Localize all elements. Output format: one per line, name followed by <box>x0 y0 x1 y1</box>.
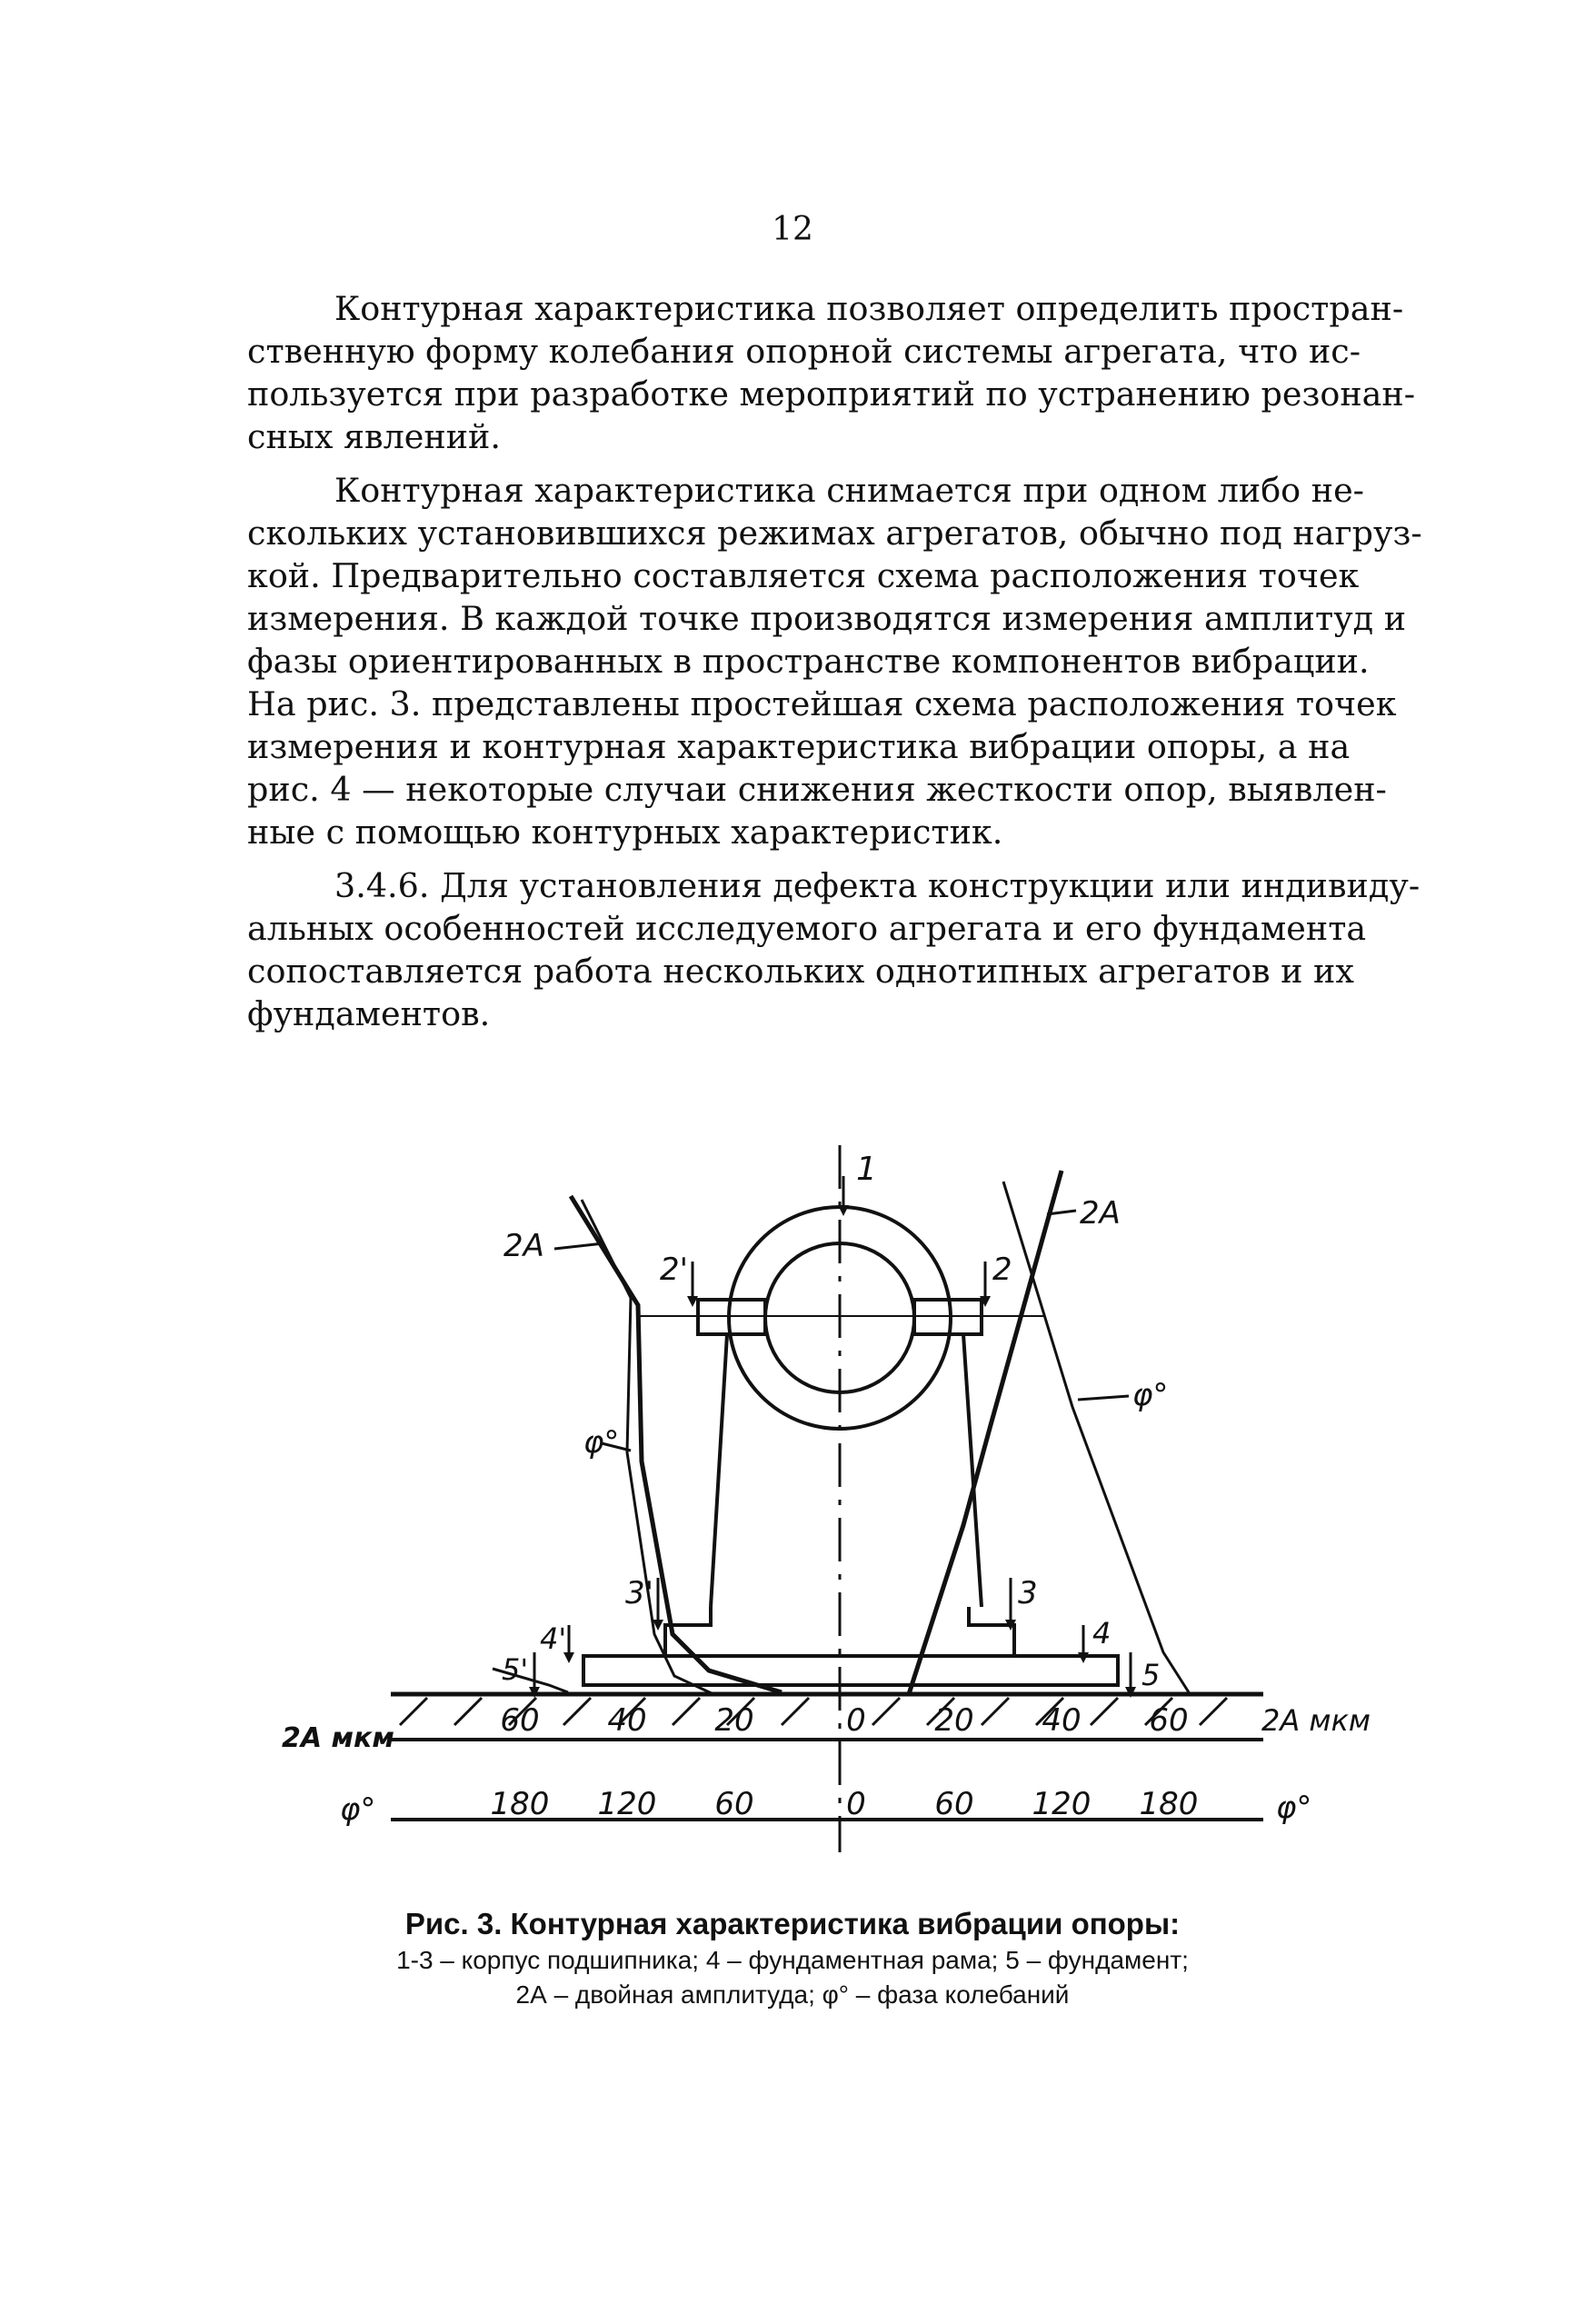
phase-tick: 120 <box>597 1786 657 1822</box>
amp-tick: 40 <box>1042 1702 1082 1739</box>
text-line: скольких установившихся режимах агрегатов, обычно под нагруз- <box>247 514 1422 553</box>
text-line: измерения. В каждой точке производятся измерения амплитуд и <box>247 599 1407 638</box>
phase-tick: 180 <box>1139 1786 1199 1822</box>
label-point-5p: 5' <box>502 1652 529 1687</box>
label-point-3: 3 <box>1018 1575 1038 1611</box>
figure-caption <box>0 1905 1585 2012</box>
text-line: Контурная характеристика снимается при одном либо не- <box>334 471 1365 510</box>
label-amplitude-right: 2А <box>1080 1195 1121 1232</box>
caption-line-1: 1-3 – корпус подшипника; 4 – фундаментная рама; 5 – фундамент; <box>396 1946 1189 1974</box>
housing-side-left <box>711 1334 727 1607</box>
paragraph-2 <box>247 469 1429 853</box>
text-line: ные с помощью контурных характеристик. <box>247 813 1003 852</box>
phase-tick: 180 <box>490 1786 550 1822</box>
phase-tick: 60 <box>714 1786 754 1822</box>
amp-tick: 40 <box>607 1702 647 1739</box>
text-line: фазы ориентированных в пространстве компонентов вибрации. <box>247 642 1370 681</box>
amp-tick: 0 <box>846 1702 866 1739</box>
figure-contour-characteristic <box>254 1143 1400 1907</box>
phase-tick: 60 <box>934 1786 974 1822</box>
page-number: 12 <box>772 211 813 248</box>
text-line: 3.4.6. Для установления дефекта конструкции или индивиду- <box>334 866 1421 905</box>
phase-tick: 0 <box>846 1786 866 1822</box>
text-line: измерения и контурная характеристика вибрации опоры, а на <box>247 727 1351 766</box>
text-line: фундаментов. <box>247 994 491 1033</box>
body-text <box>247 287 1429 1046</box>
phase-tick: 120 <box>1032 1786 1092 1822</box>
text-line: сопоставляется работа нескольких однотипных агрегатов и их <box>247 952 1354 991</box>
text-line: Контурная характеристика позволяет определить простран- <box>334 289 1404 328</box>
caption-title: Рис. 3. Контурная характеристика вибрации опоры: <box>404 1907 1181 1940</box>
text-line: альных особенностей исследуемого агрегата и его фундамента <box>247 909 1367 948</box>
label-point-2: 2 <box>992 1252 1012 1288</box>
amp-tick: 60 <box>500 1702 540 1739</box>
text-line: ственную форму колебания опорной системы агрегата, что ис- <box>247 332 1361 371</box>
leader-amplitude-left <box>554 1243 603 1249</box>
housing-foot-right <box>969 1607 1014 1656</box>
text-line: пользуется при разработке мероприятий по устранению резонан- <box>247 374 1416 414</box>
amp-tick: 20 <box>714 1702 754 1739</box>
caption-line-2: 2А – двойная амплитуда; φ° – фаза колебаний <box>515 1980 1070 2009</box>
text-line: рис. 4 — некоторые случаи снижения жесткости опор, выявлен- <box>247 770 1387 809</box>
label-point-5: 5 <box>1141 1658 1161 1692</box>
text-line: кой. Предварительно составляется схема расположения точек <box>247 556 1360 595</box>
phase-axis-label-right: φ° <box>1276 1790 1312 1826</box>
label-point-2p: 2' <box>660 1252 688 1288</box>
paragraph-1 <box>247 287 1429 458</box>
label-point-4: 4 <box>1092 1616 1111 1651</box>
leader-phase-right <box>1078 1396 1129 1400</box>
amp-tick: 20 <box>934 1702 974 1739</box>
label-point-4p: 4' <box>540 1621 567 1656</box>
amp-axis-label-right: 2А мкм <box>1261 1703 1371 1738</box>
foundation-frame <box>583 1656 1118 1685</box>
amp-tick: 60 <box>1149 1702 1189 1739</box>
curve-amplitude-right <box>909 1171 1062 1694</box>
text-line: На рис. 3. представлены простейшая схема расположения точек <box>247 684 1397 723</box>
text-line: сных явлений. <box>247 417 501 456</box>
phase-axis-label-left: φ° <box>340 1791 376 1828</box>
paragraph-3 <box>247 864 1429 1035</box>
figure-drawing <box>254 1143 1400 1907</box>
label-point-1: 1 <box>856 1151 877 1188</box>
amp-axis-label-left: 2А мкм <box>282 1722 394 1754</box>
label-phase-right: φ° <box>1132 1377 1169 1413</box>
label-point-3p: 3' <box>625 1575 653 1611</box>
label-amplitude-left: 2А <box>503 1228 544 1264</box>
label-phase-left: φ° <box>583 1424 620 1461</box>
